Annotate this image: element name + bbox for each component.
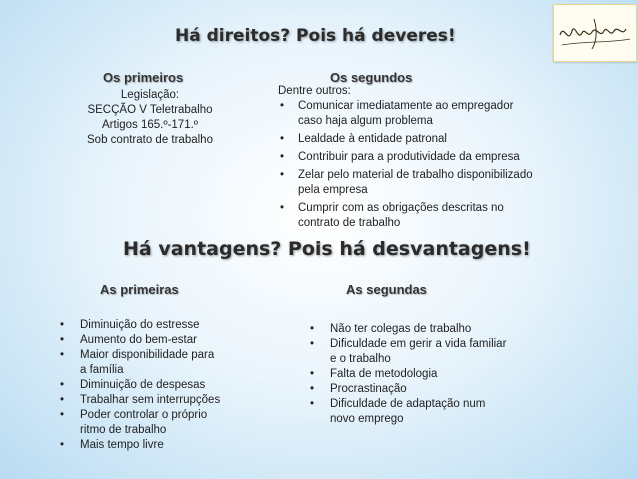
slide-title-duties: Há direitos? Pois há deveres!	[175, 26, 456, 46]
cons-list	[308, 322, 506, 427]
list-item-continuation: pela empresa	[298, 184, 368, 196]
list-item: • Mais tempo livre	[60, 439, 164, 451]
signature-image	[553, 4, 637, 62]
slide-title-pros-cons: Há vantagens? Pois há desvantagens!	[123, 238, 531, 260]
list-item: • Procrastinação	[310, 383, 407, 395]
pros-list	[58, 318, 220, 453]
duties-left-heading: Os primeiros	[103, 70, 184, 85]
duties-left-line: Artigos 165.º-171.º	[102, 119, 198, 131]
list-item-continuation: contrato de trabalho	[298, 217, 401, 229]
list-item: • Dificuldade de adaptação num	[310, 398, 486, 410]
list-item-continuation: ritmo de trabalho	[80, 424, 167, 436]
list-item: • Comunicar imediatamente ao empregador	[280, 100, 514, 112]
duties-right-list	[278, 99, 533, 231]
list-item: • Aumento do bem-estar	[60, 334, 197, 346]
list-item-continuation: novo emprego	[330, 413, 404, 425]
duties-right-heading: Os segundos	[330, 70, 413, 85]
list-item-continuation: caso haja algum problema	[298, 115, 433, 127]
cons-heading: As segundas	[346, 282, 427, 297]
duties-left-text	[60, 88, 240, 148]
list-item: • Zelar pelo material de trabalho disponibilizado	[280, 169, 533, 181]
list-item: • Lealdade à entidade patronal	[280, 133, 447, 145]
list-item: • Cumprir com as obrigações descritas no	[280, 202, 504, 214]
list-item-continuation: a família	[80, 364, 124, 376]
list-item: • Diminuição de despesas	[60, 379, 206, 391]
pros-heading: As primeiras	[100, 282, 179, 297]
duties-right-intro: Dentre outros:	[278, 85, 351, 97]
list-item: • Poder controlar o próprio	[60, 409, 208, 421]
list-item: • Não ter colegas de trabalho	[310, 323, 472, 335]
duties-left-line: Legislação:	[120, 89, 180, 101]
list-item: • Trabalhar sem interrupções	[60, 394, 221, 406]
list-item: • Contribuir para a produtividade da empresa	[280, 151, 520, 163]
duties-left-line: SECÇÃO V Teletrabalho	[87, 104, 213, 116]
list-item-continuation: e o trabalho	[330, 353, 391, 365]
list-item: • Maior disponibilidade para	[60, 349, 215, 361]
list-item: • Dificuldade em gerir a vida familiar	[310, 338, 507, 350]
list-item: • Diminuição do estresse	[60, 319, 200, 331]
list-item: • Falta de metodologia	[310, 368, 438, 380]
duties-left-line: Sob contrato de trabalho	[87, 134, 213, 146]
